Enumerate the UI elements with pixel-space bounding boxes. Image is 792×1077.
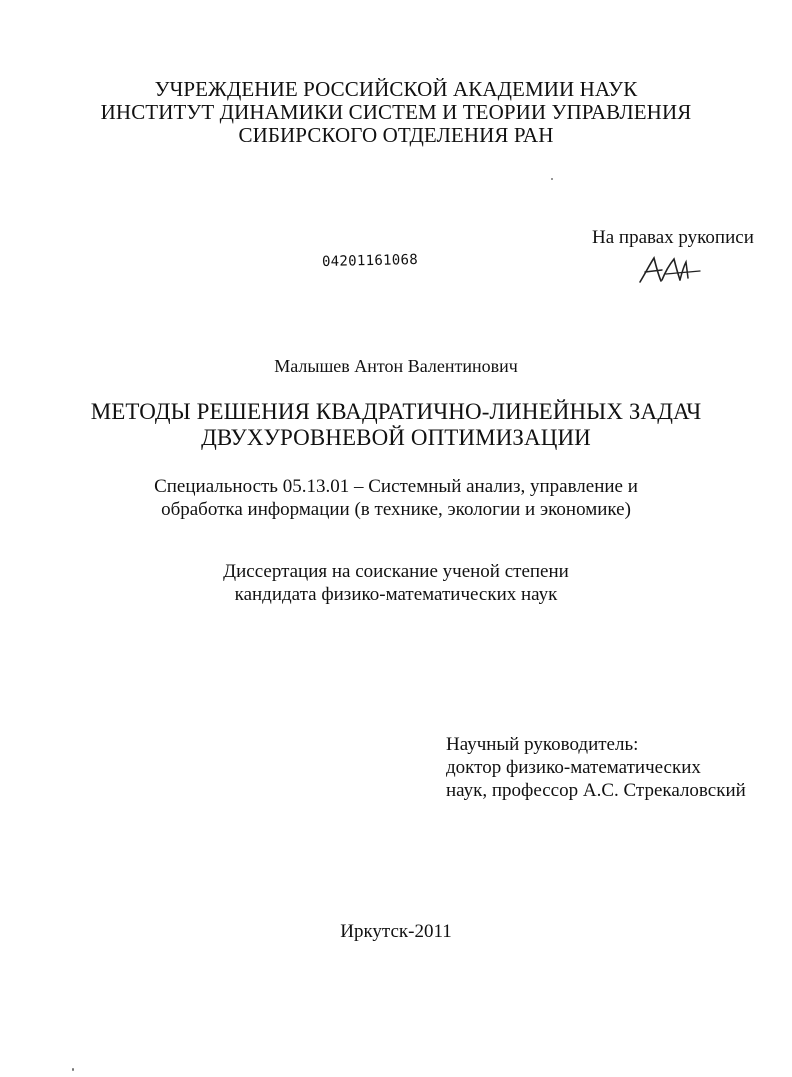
specialty-line-2: обработка информации (в технике, экологии и экономике) xyxy=(161,499,631,520)
author-name: Малышев Антон Валентинович xyxy=(274,356,518,376)
title-line-2: ДВУХУРОВНЕВОЙ ОПТИМИЗАЦИИ xyxy=(201,425,591,450)
degree-statement xyxy=(0,560,792,606)
institution-line-3: СИБИРСКОГО ОТДЕЛЕНИЯ РАН xyxy=(238,123,554,147)
serial-number: 04201161068 xyxy=(321,251,419,270)
institution-line-1: УЧРЕЖДЕНИЕ РОССИЙСКОЙ АКАДЕМИИ НАУК xyxy=(154,77,638,101)
specialty xyxy=(0,475,792,521)
signature-icon xyxy=(636,254,702,286)
institution-line-2: ИНСТИТУТ ДИНАМИКИ СИСТЕМ И ТЕОРИИ УПРАВЛЕНИЯ xyxy=(100,100,692,124)
supervisor-line-1: доктор физико-математических xyxy=(446,757,701,778)
supervisor-line-2: наук, профессор А.С. Стрекаловский xyxy=(446,780,746,801)
degree-line-1: Диссертация на соискание ученой степени xyxy=(223,561,569,582)
dissertation-title xyxy=(0,399,792,451)
degree-line-2: кандидата физико-математических наук xyxy=(234,584,558,605)
rights-note: На правах рукописи xyxy=(592,227,754,248)
scan-speck-bottom xyxy=(72,1068,74,1071)
institution-header xyxy=(0,78,792,147)
title-line-1: МЕТОДЫ РЕШЕНИЯ КВАДРАТИЧНО-ЛИНЕЙНЫХ ЗАДАЧ xyxy=(90,399,702,424)
city-year: Иркутск-2011 xyxy=(340,921,452,942)
supervisor-block xyxy=(446,733,746,802)
scan-speck xyxy=(551,178,553,180)
specialty-line-1: Специальность 05.13.01 – Системный анализ, управление и xyxy=(154,476,638,497)
supervisor-label: Научный руководитель: xyxy=(446,734,639,755)
